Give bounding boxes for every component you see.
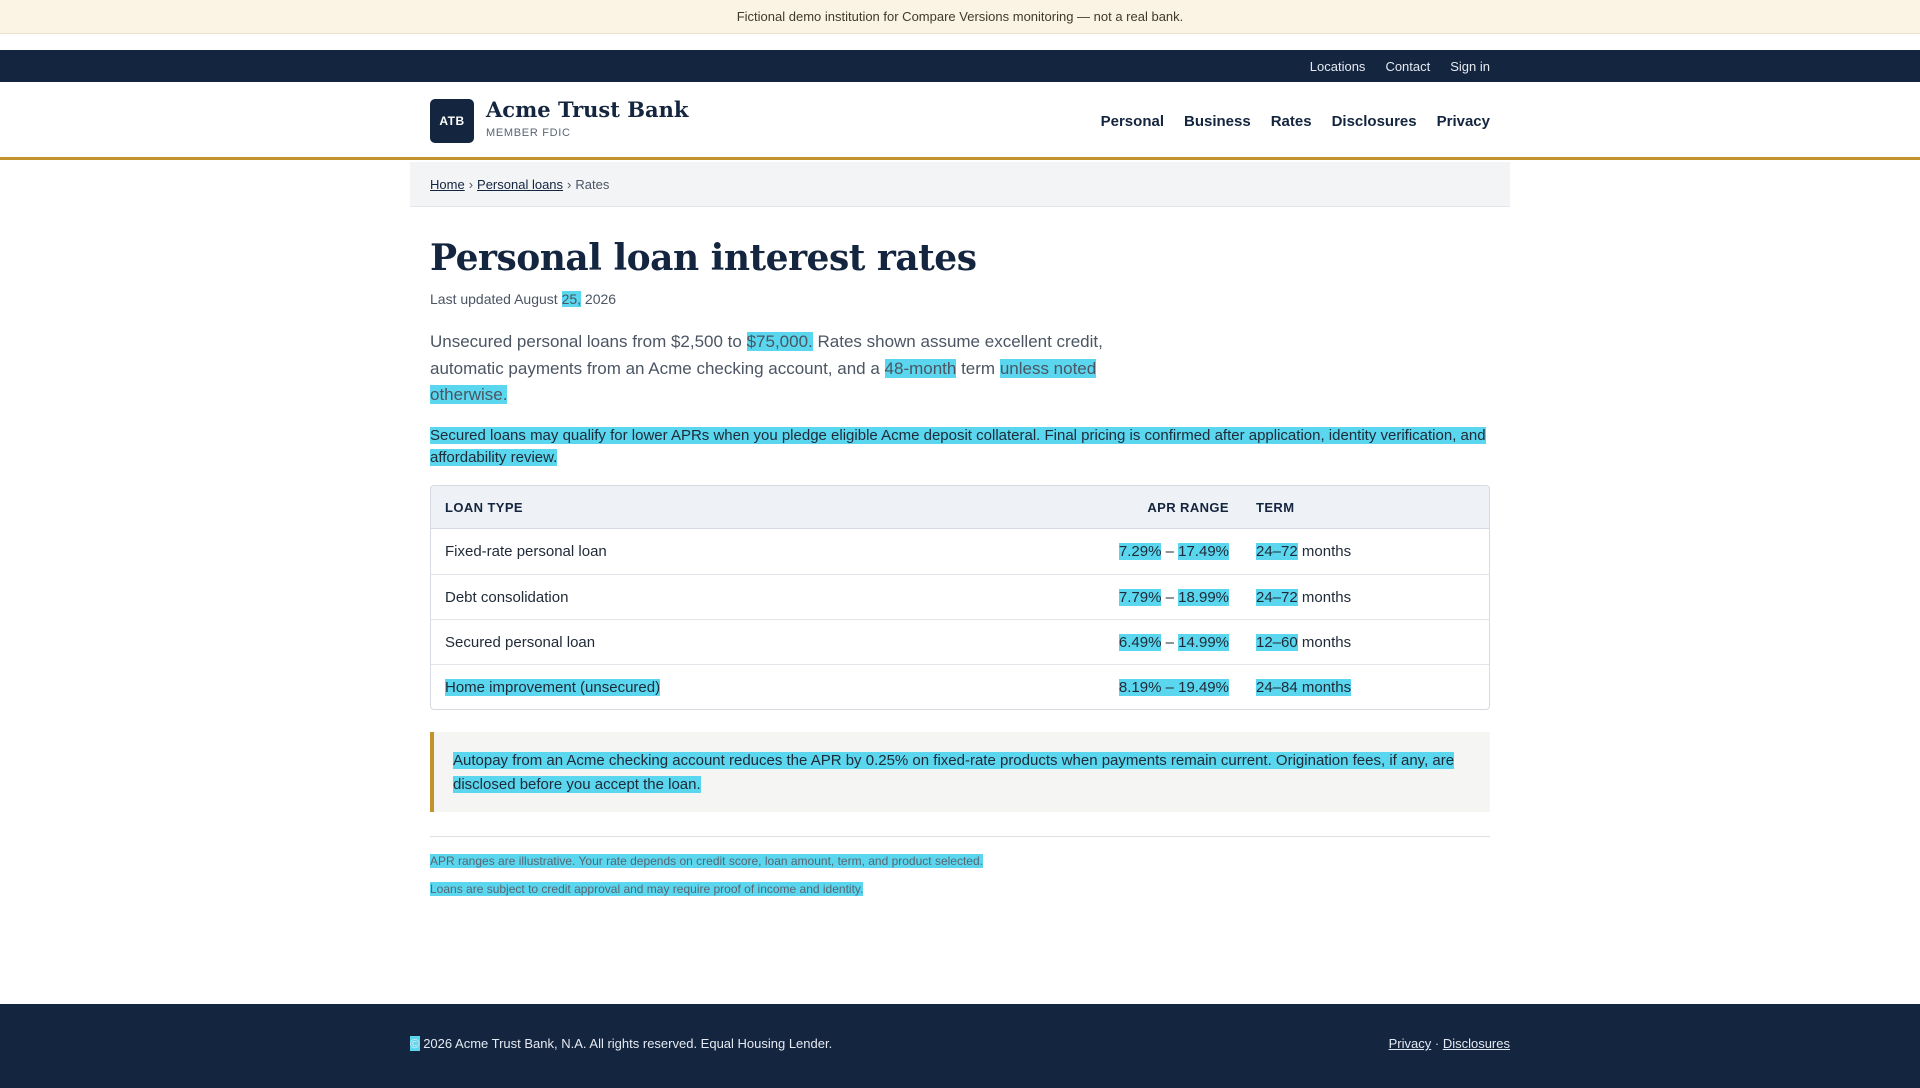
apr-range-cell: [1029, 574, 1229, 619]
disclaimer-approval: [430, 882, 863, 896]
utility-bar: [0, 50, 1920, 82]
footer-link-privacy[interactable]: Privacy: [1388, 1036, 1432, 1051]
term-cell: [1229, 574, 1489, 619]
footer-link-disclosures[interactable]: Disclosures: [1442, 1036, 1510, 1051]
bank-logo[interactable]: ATB: [430, 99, 474, 143]
utility-nav: [1310, 50, 1490, 82]
footer-separator: ·: [1431, 1036, 1443, 1051]
apr-range-text: 8.19% – 19.49%: [1118, 678, 1229, 696]
breadcrumb-home[interactable]: Home: [430, 176, 465, 192]
table-row: [431, 574, 1489, 619]
apr-high: 14.99%: [1178, 633, 1229, 651]
demo-banner-text: Fictional demo institution for Compare Versions monitoring — not a real bank.: [736, 9, 1184, 24]
column-header-loan-type: LOAN TYPE: [431, 486, 1029, 529]
breadcrumb-personal-loans[interactable]: Personal loans: [477, 176, 564, 192]
term-range: 24–72: [1256, 588, 1298, 606]
table-row: [431, 529, 1489, 574]
apr-low: 6.49%: [1118, 633, 1162, 651]
loan-type-text: Home improvement (unsecured): [445, 678, 661, 696]
breadcrumb-separator: ›: [468, 176, 474, 192]
page-title: Personal loan interest rates: [430, 237, 977, 279]
term-unit: months: [1297, 588, 1352, 606]
intro-term: 48-month: [884, 358, 957, 378]
term-cell: [1229, 664, 1489, 709]
last-updated-prefix: Last updated August: [430, 291, 562, 307]
intro-text: Rates shown assume excellent credit, automatic payments from an Acme checking account, and a: [430, 332, 1103, 378]
term-unit: months: [1297, 543, 1352, 560]
apr-high: 18.99%: [1178, 588, 1229, 606]
term-cell: [1229, 529, 1489, 574]
copyright-symbol: ©: [410, 1036, 420, 1051]
demo-banner: [0, 0, 1920, 34]
table-row: [431, 619, 1489, 664]
site-footer: [0, 1004, 1920, 1088]
apr-low: 7.79%: [1118, 588, 1162, 606]
loan-type-cell: Debt consolidation: [431, 574, 1029, 619]
apr-dash: –: [1161, 543, 1179, 560]
intro-qualifier: unless noted otherwise.: [430, 358, 1097, 404]
column-header-apr-range: APR RANGE: [1029, 486, 1229, 529]
term-unit: months: [1297, 633, 1352, 651]
last-updated-year: 2026: [581, 291, 617, 307]
apr-range-cell: [1029, 664, 1229, 709]
term-range: 24–72: [1256, 543, 1298, 560]
apr-dash: –: [1161, 633, 1179, 651]
intro-text: Unsecured personal loans from $2,500 to: [430, 332, 747, 351]
term-range: 12–60: [1256, 633, 1298, 651]
last-updated-day: 25,: [561, 291, 582, 307]
apr-high: 17.49%: [1178, 543, 1229, 560]
rates-table: [430, 485, 1490, 710]
footer-links: [1389, 1036, 1510, 1051]
nav-business[interactable]: Business: [1184, 112, 1251, 130]
secured-loans-note: [430, 425, 1495, 469]
column-header-term: TERM: [1229, 486, 1489, 529]
disclaimer-apr: [430, 854, 983, 868]
apr-dash: –: [1161, 588, 1179, 606]
breadcrumb-separator: ›: [567, 176, 572, 192]
breadcrumb-current: Rates: [575, 176, 610, 192]
loan-type-cell: Fixed-rate personal loan: [445, 543, 607, 560]
autopay-callout: [430, 732, 1490, 812]
apr-range-cell: [1029, 619, 1229, 664]
site-header: [0, 82, 1920, 160]
divider: [430, 836, 1490, 837]
intro-paragraph: [430, 329, 1120, 409]
utility-link-contact[interactable]: Contact: [1385, 58, 1431, 74]
loan-type-cell: [431, 664, 1029, 709]
apr-range-cell: [1029, 529, 1229, 574]
term-text: 24–84 months: [1256, 678, 1352, 696]
copyright-text: 2026 Acme Trust Bank, N.A. All rights reserved. Equal Housing Lender.: [419, 1036, 833, 1051]
utility-link-locations[interactable]: Locations: [1309, 58, 1366, 74]
disclaimer-text: Loans are subject to credit approval and may require proof of income and identity.: [430, 882, 864, 896]
table-header-row: [431, 486, 1489, 529]
intro-max-amount: $75,000.: [746, 332, 813, 351]
nav-disclosures[interactable]: Disclosures: [1331, 112, 1417, 130]
disclaimer-text: APR ranges are illustrative. Your rate depends on credit score, loan amount, term, and product selected.: [430, 854, 983, 868]
copyright: [410, 1036, 832, 1051]
nav-personal[interactable]: Personal: [1100, 112, 1164, 130]
term-cell: [1229, 619, 1489, 664]
last-updated: [430, 291, 616, 307]
autopay-callout-text: Autopay from an Acme checking account reduces the APR by 0.25% on fixed-rate products when payments remain current. Origination fees, if any, are disclosed before you accept the loan.: [453, 752, 1455, 793]
bank-subtitle: MEMBER FDIC: [486, 127, 571, 139]
nav-privacy[interactable]: Privacy: [1436, 112, 1490, 130]
apr-low: 7.29%: [1118, 543, 1162, 560]
secured-loans-text: Secured loans may qualify for lower APRs when you pledge eligible Acme deposit collateral. Final pricing is confirmed after application, identity verification, and affordability review.: [430, 427, 1486, 466]
utility-link-sign-in[interactable]: Sign in: [1450, 58, 1490, 74]
nav-rates[interactable]: Rates: [1270, 112, 1312, 130]
table-row: [431, 664, 1489, 709]
intro-text: term: [956, 358, 1000, 378]
loan-type-cell: Secured personal loan: [431, 619, 1029, 664]
breadcrumb: [410, 162, 1510, 207]
main-nav: [1101, 82, 1490, 160]
bank-name[interactable]: Acme Trust Bank: [486, 97, 689, 122]
